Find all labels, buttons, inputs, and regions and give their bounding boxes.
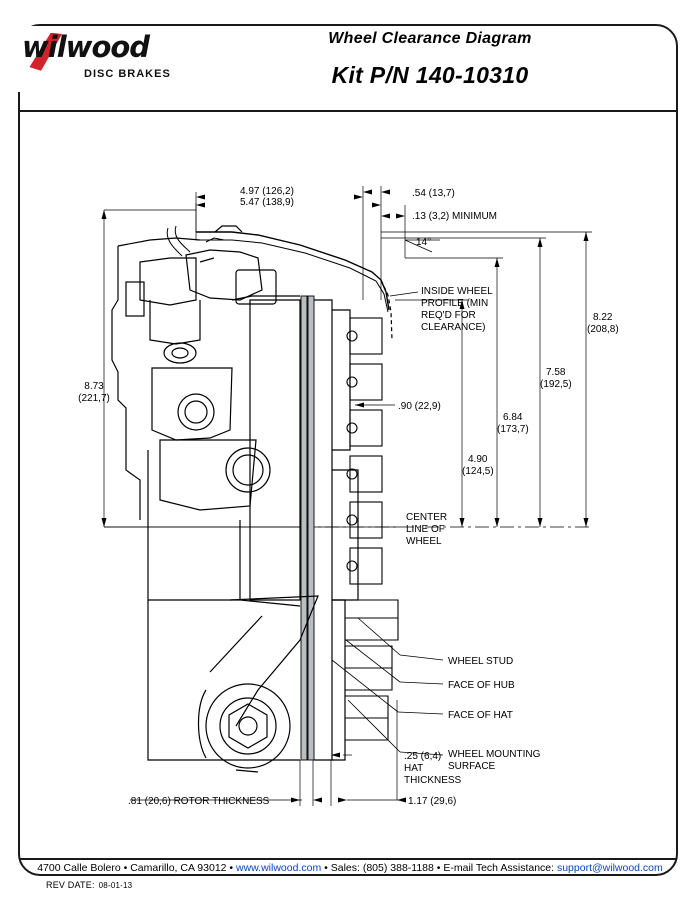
footer-address: 4700 Calle Bolero • Camarillo, CA 93012 •	[37, 862, 237, 874]
dim-rotor-thickness: .81 (20,6) ROTOR THICKNESS	[128, 796, 270, 807]
dim-right-3-a: 6.84	[503, 412, 523, 423]
callout-inside-wheel-2: PROFILE (MIN	[421, 298, 489, 309]
dim-top-a2: 5.47 (138,9)	[240, 197, 294, 208]
revision-info	[46, 880, 132, 890]
dim-hat-thickness-3: THICKNESS	[404, 775, 462, 786]
dim-top-b: .54 (13,7)	[412, 188, 455, 199]
footer-website-link[interactable]: www.wilwood.com	[236, 862, 322, 874]
dim-left-overall-1: 8.73	[84, 381, 104, 392]
dim-right-2-a: 7.58	[546, 367, 566, 378]
dim-top-c: .13 (3,2) MINIMUM	[412, 211, 498, 222]
callout-face-of-hub: FACE OF HUB	[448, 680, 515, 691]
footer-email-link[interactable]: support@wilwood.com	[556, 862, 663, 874]
dim-caliper-offset: .90 (22,9)	[398, 401, 441, 412]
callout-centerline-2: LINE OF	[406, 524, 445, 535]
dim-right-2-b: (192,5)	[540, 379, 572, 390]
revision-date: 08-01-13	[98, 881, 133, 890]
kit-part-number: Kit P/N 140-10310	[331, 62, 529, 88]
dim-bottom-right: 1.17 (29,6)	[408, 796, 457, 807]
callout-inside-wheel-3: REQ'D FOR	[421, 310, 476, 321]
callout-centerline-3: WHEEL	[406, 536, 442, 547]
footer	[0, 862, 700, 874]
dim-right-4-b: (124,5)	[462, 466, 494, 477]
callout-wheel-stud: WHEEL STUD	[448, 656, 514, 667]
callout-wheel-mounting-1: WHEEL MOUNTING	[448, 749, 541, 760]
dim-right-3-b: (173,7)	[497, 424, 529, 435]
dim-top-a1: 4.97 (126,2)	[240, 186, 294, 197]
callout-inside-wheel-1: INSIDE WHEEL	[421, 286, 493, 297]
dim-left-overall-2: (221,7)	[78, 393, 110, 404]
page-title: Wheel Clearance Diagram	[328, 30, 532, 47]
footer-divider	[20, 858, 676, 860]
revision-label: REV DATE:	[46, 880, 95, 890]
callout-wheel-mounting-2: SURFACE	[448, 761, 496, 772]
dim-hat-thickness-1: .25 (6,4)	[404, 751, 442, 762]
callout-inside-wheel-4: CLEARANCE)	[421, 322, 486, 333]
footer-sales: • Sales: (805) 388-1188 • E-mail Tech Assistance:	[321, 862, 557, 874]
dim-right-4-a: 4.90	[468, 454, 488, 465]
callout-face-of-hat: FACE OF HAT	[448, 710, 513, 721]
callout-centerline-1: CENTER	[406, 512, 448, 523]
dim-hat-thickness-2: HAT	[404, 763, 424, 774]
logo-wordmark: wilwood	[22, 30, 150, 64]
logo-tagline: DISC BRAKES	[84, 68, 171, 80]
dim-angle: 14°	[416, 237, 432, 248]
dim-right-1-b: (208,8)	[587, 324, 619, 335]
dim-right-1-a: 8.22	[593, 312, 613, 323]
